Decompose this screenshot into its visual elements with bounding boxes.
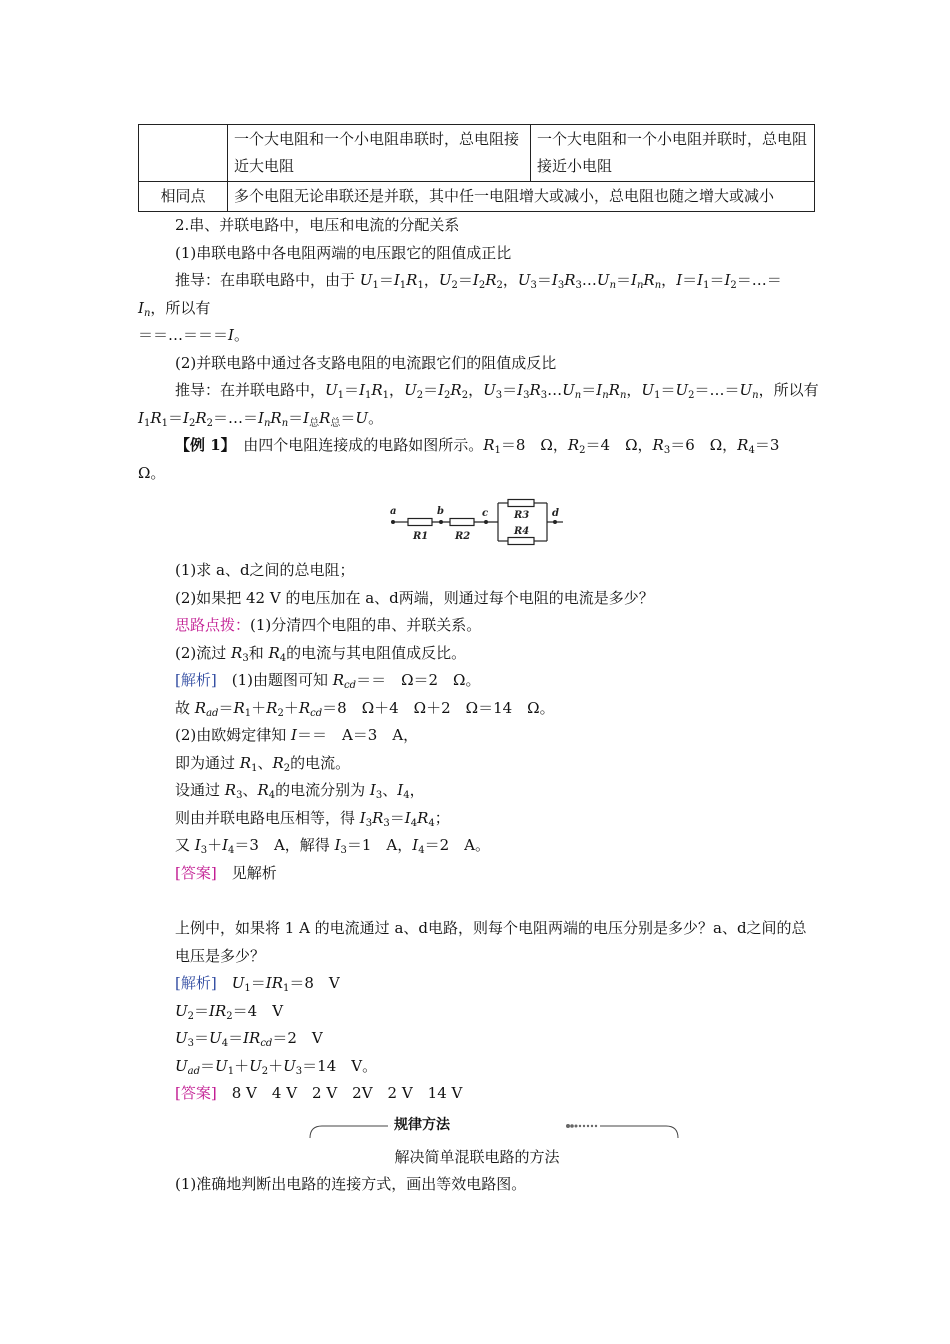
example-statement-cont: Ω。 <box>138 463 166 482</box>
resistor-r3 <box>508 500 534 507</box>
paragraph-parallel-rule: (2)并联电路中通过各支路电阻的电流跟它们的阻值成反比 <box>175 353 557 372</box>
resistor-r4 <box>508 538 534 545</box>
derivation-series: 推导：在串联电路中，由于 $U_1=I_1R_1$，$U_2=I_2R_2$，$U_3=I_3R_3\dots U_n=I_nR_n$，$I=I_1=I_2=\dots=$ <box>175 271 782 291</box>
method-banner <box>138 1114 816 1144</box>
analysis-line-5: 设通过 $R_3$、$R_4$的电流分别为 $I_3$、$I_4$， <box>175 781 425 801</box>
answer-line-2: [答案] 8 V 4 V 2 V 2V 2 V 14 V <box>175 1084 463 1102</box>
analysis-line-6: 则由并联电路电压相等，得 $I_3R_3=I_4R_4$； <box>175 808 450 829</box>
banner-frame <box>308 1114 680 1144</box>
answer-label-2: [答案] <box>175 1084 217 1102</box>
method-title: 解决简单混联电路的方法 <box>394 1147 560 1166</box>
table-cell-empty <box>139 125 228 182</box>
derivation-series-cont: $I_n$，所以有 <box>138 298 211 319</box>
resistor-r1 <box>408 519 432 526</box>
circuit-label-a: a <box>390 506 397 517</box>
analysis-label: [解析] <box>175 671 217 689</box>
section-title: 2.串、并联电路中，电压和电流的分配关系 <box>175 216 460 234</box>
node-b <box>439 520 443 524</box>
hint-line: 思路点拨：(1)分清四个电阻的串、并联关系。 <box>175 616 482 634</box>
node-c <box>484 520 488 524</box>
example-statement: 【例 1】 由四个电阻连接成的电路如图所示。$R_1=8$ Ω，$R_2=4$ Ω，$R_3=6$ Ω，$R_4=3$ <box>175 436 780 456</box>
table-cell-similarity: 多个电阻无论串联还是并联，其中任一电阻增大或减小，总电阻也随之增大或减小 <box>228 182 815 212</box>
paragraph-series-rule: (1)串联电路中各电阻两端的电压跟它的阻值成正比 <box>175 243 512 262</box>
question-1: (1)求 a、d之间的总电阻； <box>175 561 355 579</box>
circuit-label-c: c <box>482 508 489 519</box>
table-cell-parallel: 一个大电阻和一个小电阻并联时，总电阻接近小电阻 <box>531 125 815 182</box>
analysis-line-1: [解析] (1)由题图可知 $R_{cd}==$ Ω＝2 Ω。 <box>175 671 481 691</box>
node-d <box>553 520 557 524</box>
derivation-parallel: 推导：在并联电路中，$U_1=I_1R_1$，$U_2=I_2R_2$，$U_3=I_3R_3\dots U_n=I_nR_n$，$U_1=U_2=\dots=U_n$，所以有 <box>175 381 819 401</box>
circuit-label-r2: R2 <box>455 531 471 542</box>
circuit-label-r1: R1 <box>413 531 429 542</box>
hint-line-2: (2)流过 $R_3$和 $R_4$的电流与其电阻值成反比。 <box>175 643 467 664</box>
analysis-line-2: 故 $R_{ad}=R_1+R_2+R_{cd}=8$ Ω＋4 Ω＋2 Ω＝14 Ω。 <box>175 698 555 719</box>
node-a <box>391 520 395 524</box>
analysis-line-4: 即为通过 $R_1$、$R_2$的电流。 <box>175 753 351 774</box>
followup-question: 上例中，如果将 1 A 的电流通过 a、d电路，则每个电阻两端的电压分别是多少？a、d之间的总电压是多少？ <box>175 919 807 965</box>
circuit-diagram <box>387 495 567 553</box>
circuit-label-r3: R3 <box>514 510 530 521</box>
table-cell-head-similarity: 相同点 <box>139 182 228 212</box>
analysis-label-2: [解析] <box>175 974 217 992</box>
circuit-label-b: b <box>437 506 444 517</box>
circuit-label-r4: R4 <box>514 526 530 537</box>
answer-label: [答案] <box>175 863 217 882</box>
answer-line-1: [答案] 见解析 <box>175 863 277 882</box>
derivation-series-eq: ＝＝…＝＝＝I。 <box>138 326 249 344</box>
followup-analysis-3: $U_3=U_4=IR_{cd}=2$ V <box>175 1029 323 1049</box>
resistor-r2 <box>450 519 474 526</box>
method-step-1: (1)准确地判断出电路的连接方式，画出等效电路图。 <box>175 1175 527 1193</box>
followup-analysis-2: $U_2=IR_2=4$ V <box>175 1001 284 1022</box>
table-row <box>139 182 815 212</box>
circuit-label-d: d <box>552 508 559 519</box>
analysis-line-3: (2)由欧姆定律知 I＝＝ A＝3 A， <box>175 726 419 744</box>
comparison-table <box>138 124 815 212</box>
document-page <box>138 120 819 1199</box>
question-2: (2)如果把 42 V 的电压加在 a、d两端，则通过每个电阻的电流是多少？ <box>175 588 654 607</box>
analysis-line-7: 又 $I_3+I_4=3$ A，解得 $I_3=1$ A，$I_4=2$ A。 <box>175 836 490 856</box>
followup-analysis-1: [解析] $U_1=IR_1=8$ V <box>175 974 340 994</box>
table-cell-series: 一个大电阻和一个小电阻串联时，总电阻接近大电阻 <box>228 125 531 182</box>
hint-label: 思路点拨： <box>175 616 251 634</box>
table-row <box>139 125 815 182</box>
derivation-parallel-cont: $I_1R_1=I_2R_2=\dots=I_nR_n=I_总R_总=U$。 <box>138 408 384 429</box>
example-label: 【例 1】 <box>175 436 229 454</box>
banner-title: 规律方法 <box>391 1115 453 1135</box>
followup-analysis-4: $U_{ad}=U_1+U_2+U_3=14$ V。 <box>175 1056 378 1077</box>
